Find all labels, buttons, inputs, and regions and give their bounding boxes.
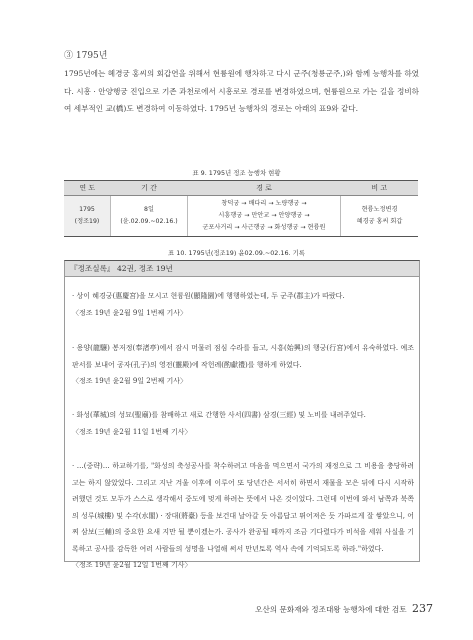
route-line: 시흥행궁 → 만안교 → 안양행궁 →	[218, 212, 310, 219]
table-row	[64, 196, 418, 237]
record-text: · 용양(龍驤) 봉저정(奉渚亭)에서 잠시 머물러 점심 수라를 들고, 시흥(始興)의 행궁(行宮)에서 유숙하였다. 예조판서를 보내어 공자(孔子)의 영전(靈殿)에 작헌례(酌獻禮)를 행하게 하였다.	[72, 344, 414, 369]
route-line: 창덕궁 → 배다리 → 노량행궁 →	[221, 200, 307, 207]
record-source: 〈정조 19년 윤2월 12일 1번째 기사〉	[72, 561, 192, 569]
table10-header: 『정조실록』 42권, 정조 19년	[65, 261, 419, 277]
page-number: 237	[412, 602, 433, 615]
note-line: 혜경궁 홍씨 회갑	[356, 218, 403, 225]
intro-paragraph: 1795년에는 혜경궁 홍씨의 회갑연을 위해서 현륭원에 행차하고 다시 군주(청룡군주,)와 함께 능행차를 하였다. 시흥 · 안양행궁 진입으로 기존 과천로에서 시흥로로 경로를 변경하였으며, 현륭원으로 가는 길을 정비하여 세부적인 교(橋)도 변경하여 이동하였다. 1795년 능행차의 경로는 아래의 표9와 같다.	[64, 69, 419, 113]
record-item	[72, 407, 414, 440]
table10-caption: 표 10. 1795년(정조19) 윤02.09.~02.16. 기록	[168, 249, 305, 257]
section-title: ③ 1795년	[64, 51, 108, 61]
table9-cell-route	[188, 196, 341, 237]
record-source: 〈정조 19년 윤2월 11일 1번째 기사〉	[72, 427, 192, 436]
table9-caption: 표 9. 1795년 정조 능행차 현황	[192, 169, 281, 177]
table10	[64, 260, 420, 569]
table9-header-period: 기 간	[111, 181, 188, 196]
footer-title: 오산의 문화재와 정조대왕 능행차에 대한 검토	[255, 605, 407, 614]
record-item	[72, 458, 414, 574]
record-item	[72, 340, 414, 390]
table9-cell-period	[111, 196, 188, 237]
record-item	[72, 288, 414, 321]
table9	[64, 180, 418, 237]
table9-header-row	[64, 181, 418, 196]
table9-header-route: 경 로	[188, 181, 341, 196]
record-text: · 상이 혜경궁(惠慶宮)을 모시고 현륭원(顯隆園)에 행행하였는데, 두 군주(郡主)가 따랐다.	[72, 292, 345, 300]
table9-header-year: 연 도	[64, 181, 111, 196]
record-text: · …(중략)… 하교하기를, "화성의 축성공사를 착수하려고 마음을 먹으면서 국가의 재정으로 그 비용을 충당하려고는 하지 않았었다. 그리고 지난 겨울 이후에 이루어 또 당년간은 서서히 하면서 재물을 모은 뒤에 다시 시작하려했던 것도 모두가 스스로 생각해서 중도에 멎게 하려는 뜻에서 나온 것이었다. 그런데 이번에 와서 남쪽과 북쪽의 성루(城樓) 및 수각(水閣) · 장대(將臺) 등을 보건대 날아갈 듯 아름답고 뛰어져은 듯 가파르게 잘 쌓았으니, 어찌 삼보(三輔)의 중요한 요새 지만 될 뿐이겠는가. 공사가 완공될 때까지 조금 기다렸다가 비석을 세워 사실을 기록하고 공사를 감독한 여러 사람들의 성명을 나열해 써서 만년토록 역사 속에 기억되도록 하라."하였다.	[72, 462, 414, 553]
period-line: 8일	[144, 206, 154, 213]
note-line: 현륭노정변경	[361, 206, 398, 213]
page-footer	[255, 602, 433, 615]
table9-header-note: 비 고	[341, 181, 419, 196]
record-source: 〈정조 19년 윤2월 9일 1번째 기사〉	[72, 308, 188, 317]
record-source: 〈정조 19년 윤2월 9일 2번째 기사〉	[72, 377, 188, 385]
record-text: · 화성(華城)의 성묘(聖廟)를 참배하고 새로 간행한 사서(四書) 삼경(三經) 및 노비를 내려주었다.	[72, 411, 366, 419]
table9-cell-year	[64, 196, 111, 237]
table9-cell-note	[341, 196, 419, 237]
period-line: (윤.02.09.~02.16.)	[120, 218, 178, 225]
year-line: 1795	[79, 206, 95, 213]
route-line: 군포사거리 → 사근행궁 → 화성행궁 → 현륭원	[202, 224, 326, 231]
year-line: (정조19)	[74, 218, 100, 225]
